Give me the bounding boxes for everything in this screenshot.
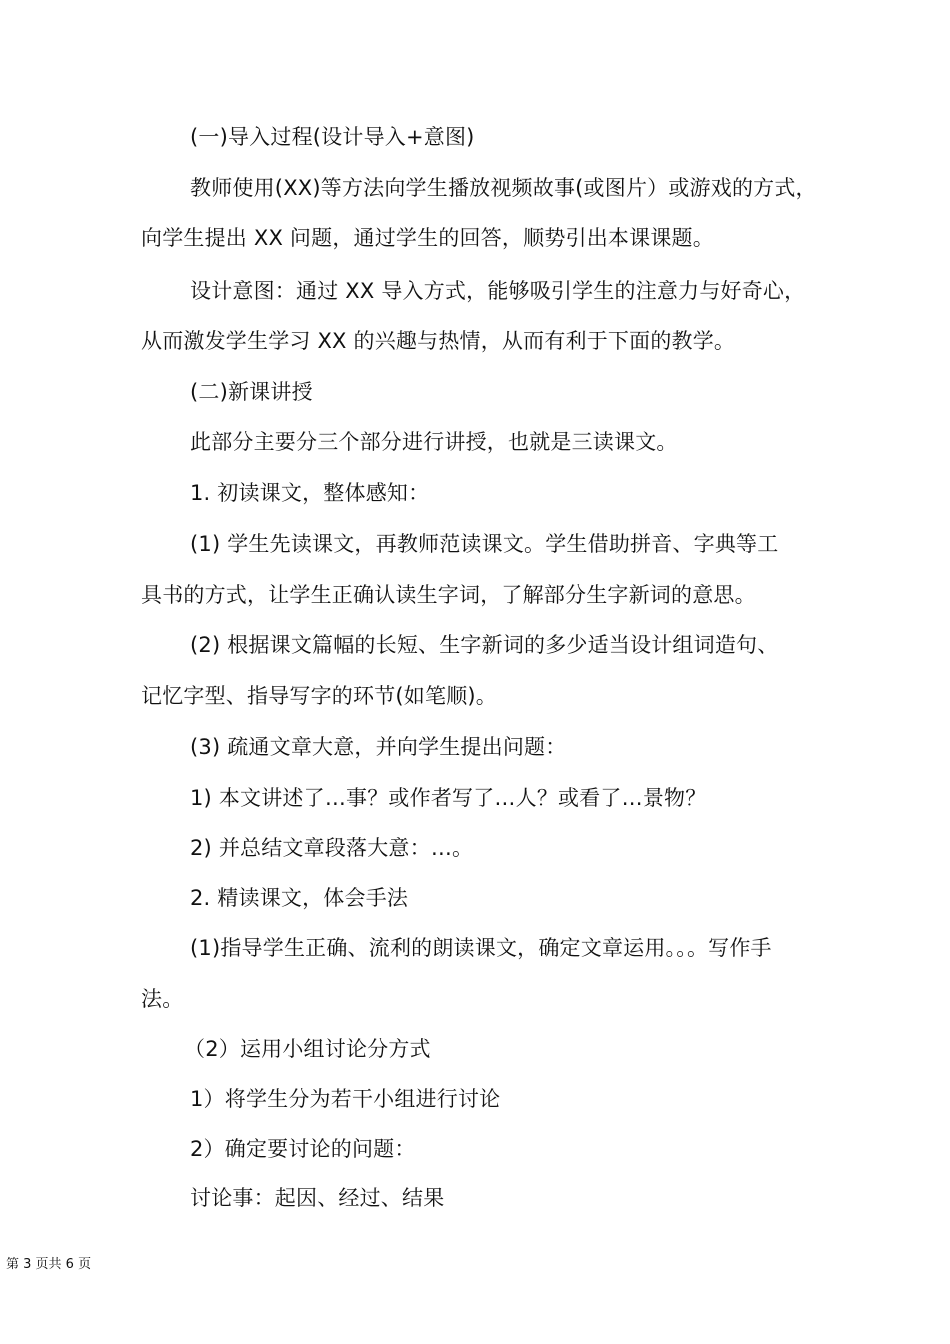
list-item: 1）将学生分为若干小组进行讨论	[190, 1087, 501, 1111]
paragraph-line: 记忆字型、指导写字的环节(如笔顺)。	[141, 684, 497, 708]
paragraph-line: 设计意图：通过 XX 导入方式，能够吸引学生的注意力与好奇心，	[190, 279, 806, 303]
heading-new-lesson: (二)新课讲授	[190, 380, 313, 404]
paragraph-line: (1) 学生先读课文，再教师范读课文。学生借助拼音、字典等工	[190, 532, 779, 556]
paragraph-line: 向学生提出 XX 问题，通过学生的回答，顺势引出本课课题。	[141, 226, 714, 250]
paragraph-line: 此部分主要分三个部分进行讲授，也就是三读课文。	[190, 430, 678, 454]
paragraph-line: 教师使用(XX)等方法向学生播放视频故事(或图片）或游戏的方式，	[190, 176, 817, 200]
list-item: 2）确定要讨论的问题：	[190, 1137, 416, 1161]
paragraph-line: (2) 根据课文篇幅的长短、生字新词的多少适当设计组词造句、	[190, 633, 779, 657]
paragraph-line: （2）运用小组讨论分方式	[184, 1037, 431, 1061]
paragraph-line: 法。	[141, 987, 184, 1011]
list-item: 1) 本文讲述了…事？或作者写了…人？或看了…景物？	[190, 786, 707, 810]
list-item: 2) 并总结文章段落大意：…。	[190, 836, 474, 860]
page-number-footer: 第 3 页共 6 页	[6, 1257, 92, 1272]
paragraph-line: 具书的方式，让学生正确认读生字词，了解部分生字新词的意思。	[141, 583, 756, 607]
heading-import-process: (一)导入过程(设计导入+意图)	[190, 125, 475, 149]
list-item-heading: 2. 精读课文，体会手法	[190, 886, 409, 910]
paragraph-line: (3) 疏通文章大意，并向学生提出问题：	[190, 735, 567, 759]
paragraph-line: (1)指导学生正确、流利的朗读课文，确定文章运用。。。写作手	[190, 936, 772, 960]
paragraph-line: 从而激发学生学习 XX 的兴趣与热情，从而有利于下面的教学。	[141, 329, 736, 353]
paragraph-line: 讨论事：起因、经过、结果	[190, 1186, 445, 1210]
list-item-heading: 1. 初读课文，整体感知：	[190, 481, 430, 505]
